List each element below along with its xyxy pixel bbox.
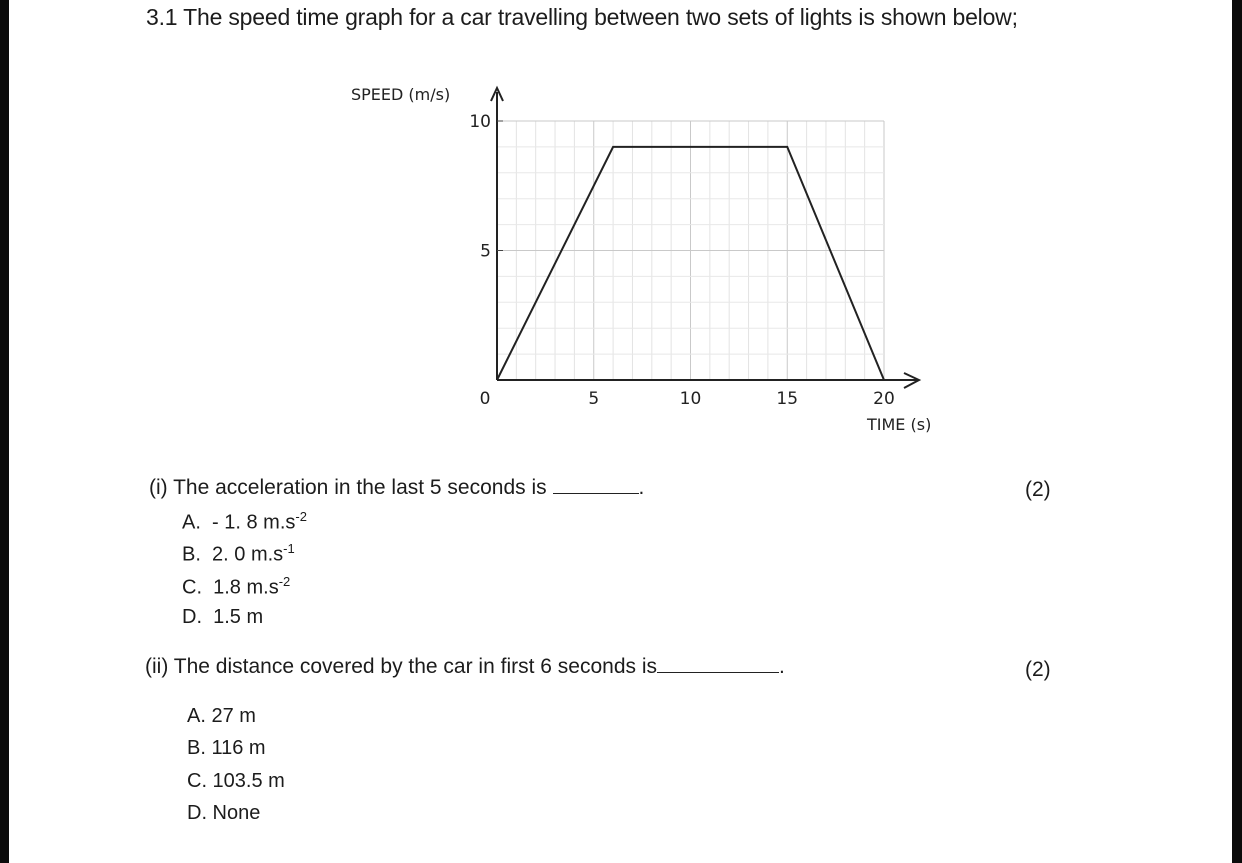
x-axis-label: TIME (s) [867, 415, 932, 434]
option-value: 1.5 m [213, 606, 264, 628]
axis-ticks [469, 112, 894, 409]
option-1b[interactable] [182, 541, 295, 567]
option-value: 2. 0 m.s [212, 543, 284, 566]
option-exponent: -2 [278, 574, 291, 589]
option-value: 1.8 m.s [213, 576, 279, 599]
option-letter: D. [182, 606, 202, 628]
y-tick-label: 5 [480, 241, 491, 262]
x-tick-label: 5 [588, 389, 600, 409]
x-tick-label: 0 [479, 389, 491, 409]
x-tick-label: 15 [776, 389, 799, 409]
option-1d[interactable] [182, 606, 263, 629]
option-1a[interactable] [182, 509, 307, 535]
option-letter: B. [182, 543, 201, 566]
option-2b[interactable]: B. 116 m [187, 737, 266, 759]
option-letter: A. [182, 511, 201, 534]
y-axis-label: SPEED (m/s) [351, 85, 451, 104]
question-heading: 3.1 The speed time graph for a car travelling between two sets of lights is shown below; [146, 4, 1018, 30]
x-tick-label: 20 [873, 389, 895, 409]
y-tick-label: 10 [469, 112, 491, 132]
option-2a[interactable]: A. 27 m [187, 705, 256, 727]
option-exponent: -2 [295, 509, 307, 524]
option-letter: C. [182, 576, 202, 599]
speed-time-graph [9, 0, 1232, 470]
question-1 [149, 476, 644, 500]
question-2-end: . [779, 655, 785, 678]
worksheet-page [9, 0, 1232, 863]
option-2d[interactable]: D. None [187, 802, 261, 824]
question-1-end: . [638, 476, 645, 499]
marks-2: (2) [1025, 658, 1051, 681]
x-tick-label: 10 [679, 389, 702, 409]
answer-blank-1[interactable] [553, 477, 639, 494]
option-value: - 1. 8 m.s [212, 511, 296, 534]
question-2-text: (ii) The distance covered by the car in first 6 seconds is [145, 655, 658, 678]
question-1-text: (i) The acceleration in the last 5 seconds is [149, 476, 547, 499]
option-1c[interactable] [182, 574, 290, 600]
graph-grid [497, 121, 884, 380]
question-2 [145, 655, 785, 679]
answer-blank-2[interactable] [657, 656, 779, 673]
option-exponent: -1 [283, 541, 295, 556]
marks-1: (2) [1025, 478, 1051, 501]
option-2c[interactable]: C. 103.5 m [187, 770, 285, 792]
